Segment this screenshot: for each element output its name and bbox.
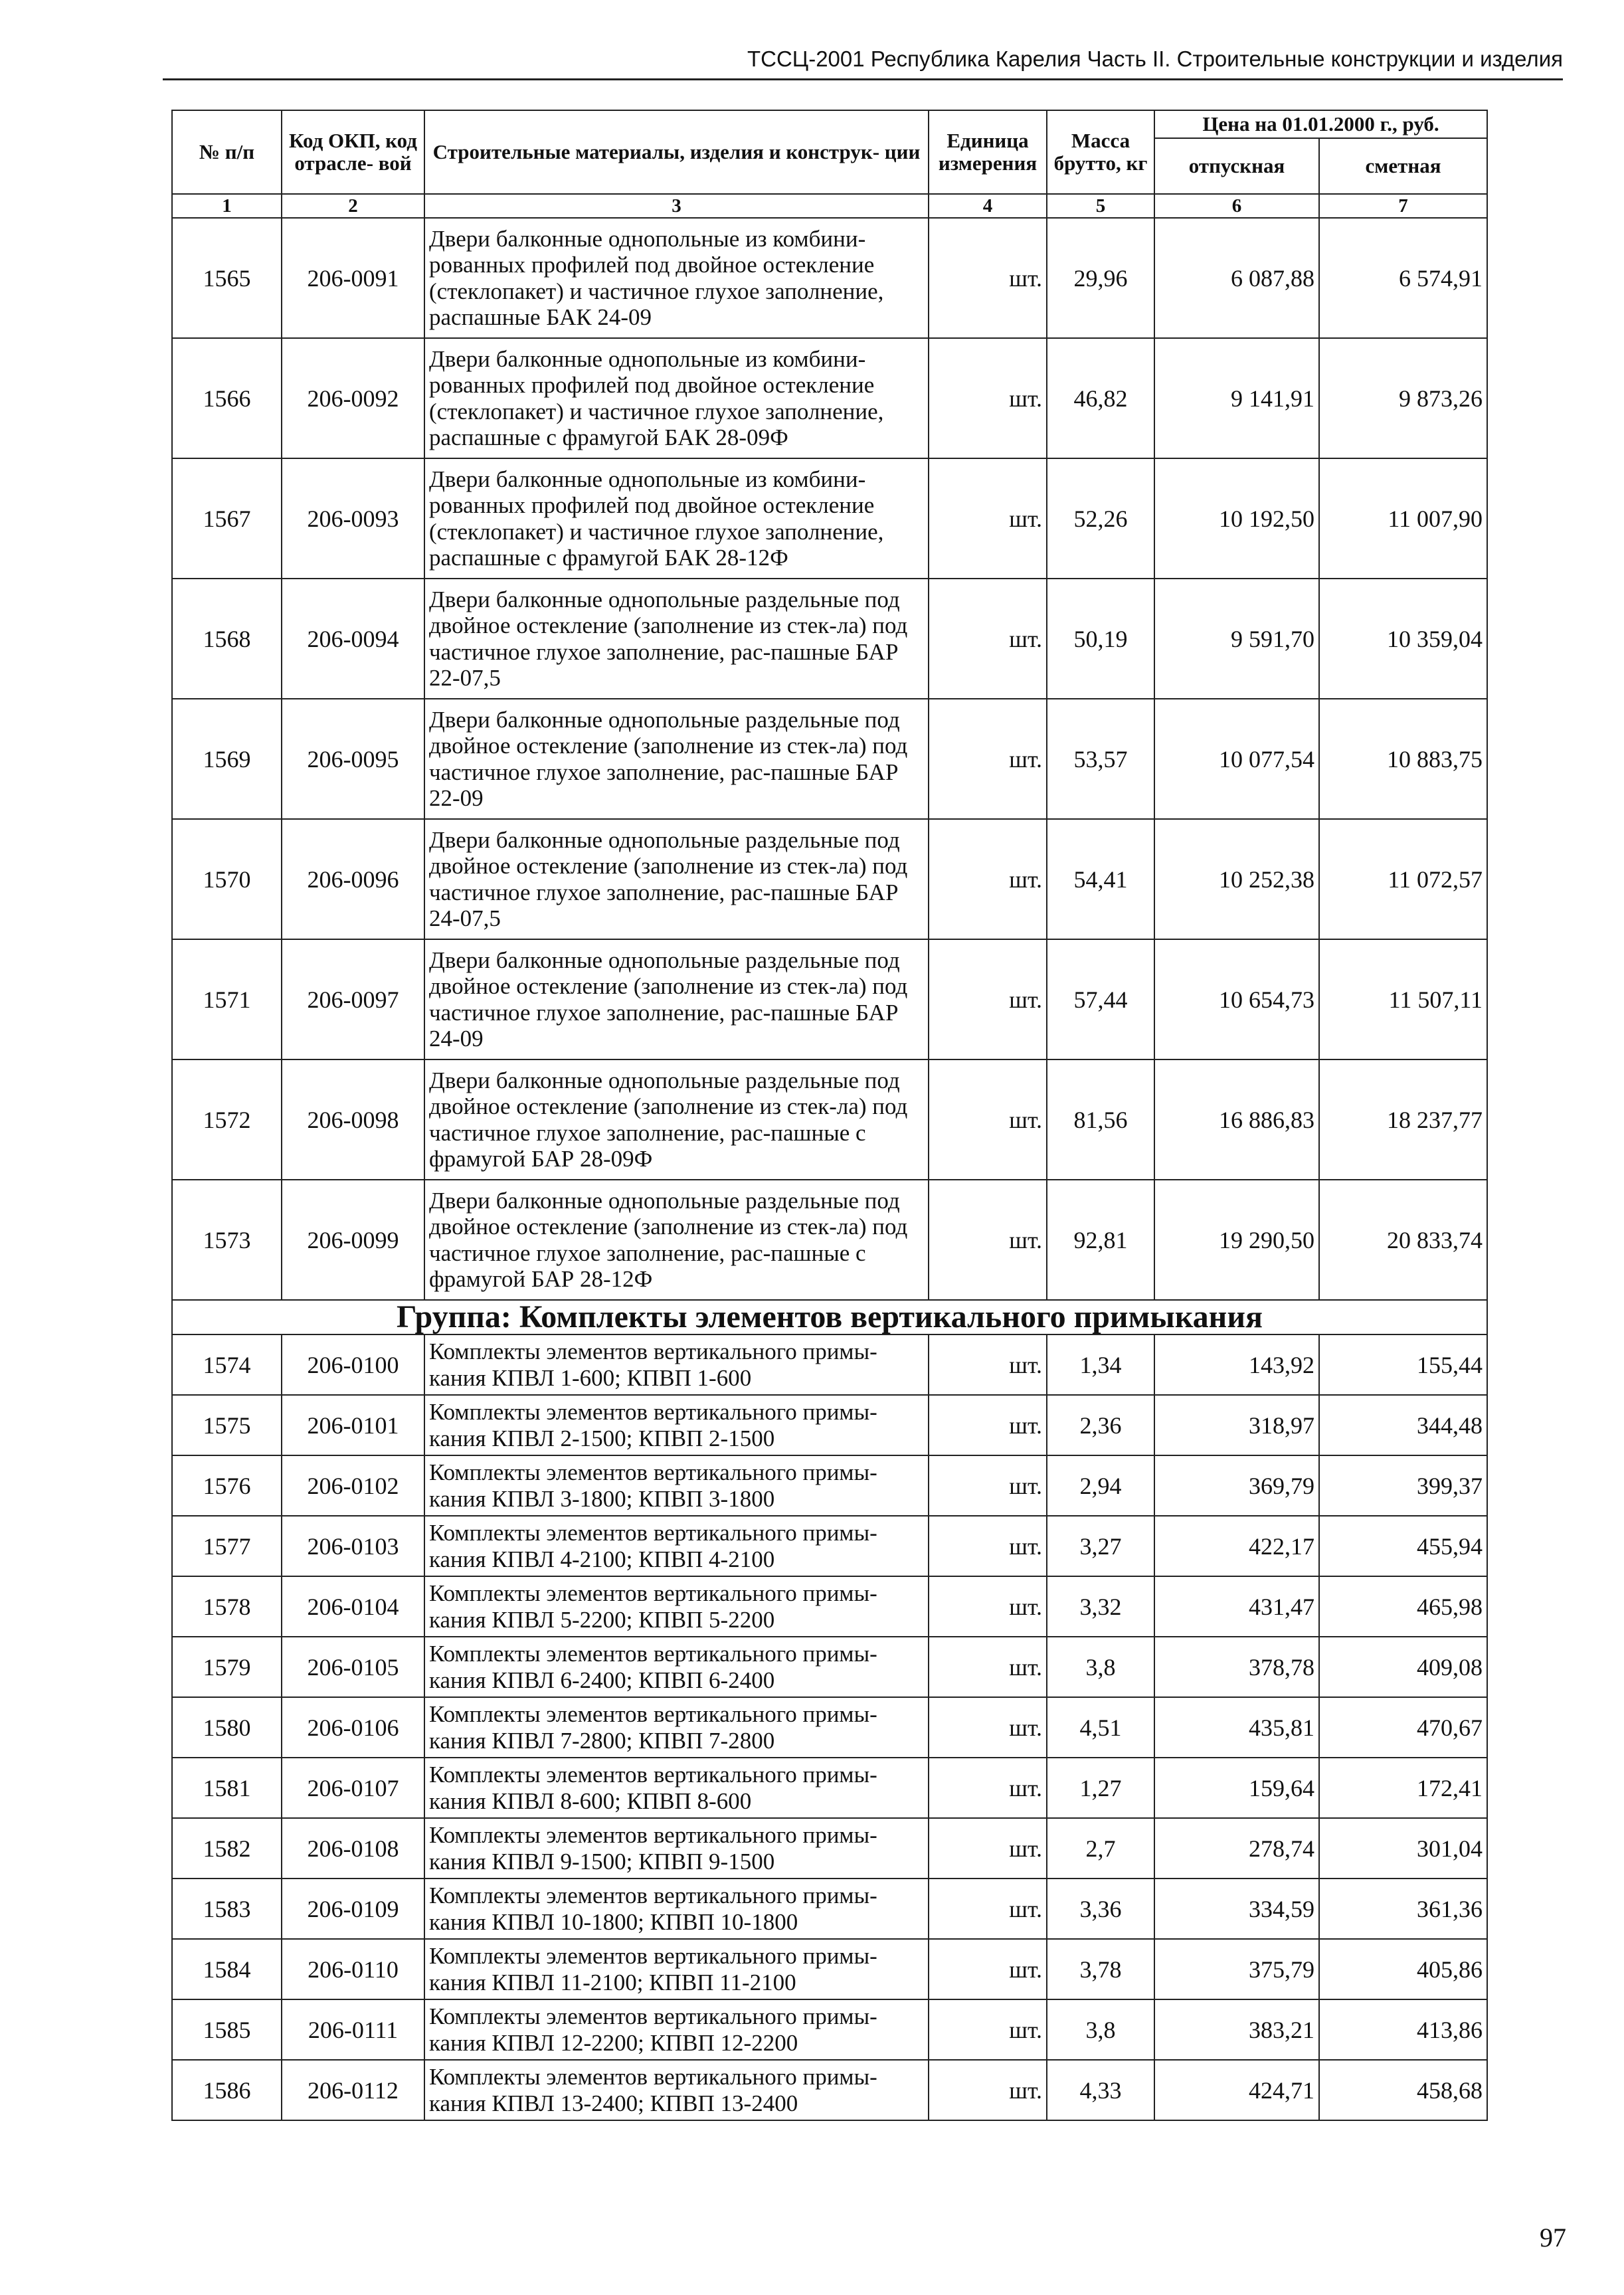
column-number: 7 [1319,194,1487,218]
running-header-title: ТССЦ-2001 Республика Карелия Часть II. Строительные конструкции и изделия [747,46,1563,71]
estimate-price: 18 237,77 [1319,1059,1487,1180]
row-number: 1581 [172,1758,282,1818]
okp-code: 206-0104 [282,1576,424,1637]
row-number: 1571 [172,939,282,1059]
mass-cell: 1,34 [1047,1334,1154,1395]
unit-cell: шт. [929,1758,1047,1818]
item-name: Комплекты элементов вертикального примы-кания КПВЛ 6-2400; КПВП 6-2400 [424,1637,929,1697]
row-number: 1583 [172,1879,282,1939]
row-number: 1572 [172,1059,282,1180]
okp-code: 206-0110 [282,1939,424,1999]
table-row [172,579,1487,699]
unit-cell: шт. [929,1879,1047,1939]
item-name: Двери балконные однопольные из комбини-рованных профилей под двойное остекление (стеклопакет) и частичное глухое заполнение, распашные БАК 24-09 [424,218,929,338]
item-name: Комплекты элементов вертикального примы-кания КПВЛ 11-2100; КПВП 11-2100 [424,1939,929,1999]
column-number: 5 [1047,194,1154,218]
mass-cell: 3,32 [1047,1576,1154,1637]
release-price: 10 252,38 [1154,819,1319,939]
item-name: Двери балконные однопольные раздельные под двойное остекление (заполнение из стек-ла) под частичное глухое заполнение, рас-пашные с фрамугой БАР 28-09Ф [424,1059,929,1180]
table-row [172,1939,1487,1999]
release-price: 10 654,73 [1154,939,1319,1059]
row-number: 1567 [172,458,282,579]
row-number: 1578 [172,1576,282,1637]
okp-code: 206-0100 [282,1334,424,1395]
running-header [163,46,1563,80]
okp-code: 206-0105 [282,1637,424,1697]
unit-cell: шт. [929,338,1047,458]
mass-cell: 2,94 [1047,1455,1154,1516]
row-number: 1575 [172,1395,282,1455]
estimate-price: 172,41 [1319,1758,1487,1818]
estimate-price: 405,86 [1319,1939,1487,1999]
row-number: 1580 [172,1697,282,1758]
row-number: 1585 [172,1999,282,2060]
estimate-price: 6 574,91 [1319,218,1487,338]
table-row [172,1059,1487,1180]
okp-code: 206-0109 [282,1879,424,1939]
unit-cell: шт. [929,1455,1047,1516]
release-price: 424,71 [1154,2060,1319,2120]
table-row [172,1818,1487,1879]
header-num: № п/п [172,110,282,194]
row-number: 1584 [172,1939,282,1999]
estimate-price: 465,98 [1319,1576,1487,1637]
row-number: 1586 [172,2060,282,2120]
mass-cell: 53,57 [1047,699,1154,819]
estimate-price: 10 359,04 [1319,579,1487,699]
item-name: Комплекты элементов вертикального примы-кания КПВЛ 9-1500; КПВП 9-1500 [424,1818,929,1879]
row-number: 1577 [172,1516,282,1576]
estimate-price: 409,08 [1319,1637,1487,1697]
row-number: 1569 [172,699,282,819]
mass-cell: 46,82 [1047,338,1154,458]
table-row [172,1999,1487,2060]
okp-code: 206-0096 [282,819,424,939]
table-row [172,1576,1487,1637]
okp-code: 206-0098 [282,1059,424,1180]
unit-cell: шт. [929,1059,1047,1180]
mass-cell: 3,78 [1047,1939,1154,1999]
row-number: 1573 [172,1180,282,1300]
okp-code: 206-0097 [282,939,424,1059]
item-name: Комплекты элементов вертикального примы-кания КПВЛ 4-2100; КПВП 4-2100 [424,1516,929,1576]
release-price: 422,17 [1154,1516,1319,1576]
estimate-price: 155,44 [1319,1334,1487,1395]
table-row [172,1395,1487,1455]
estimate-price: 455,94 [1319,1516,1487,1576]
item-name: Двери балконные однопольные раздельные под двойное остекление (заполнение из стек-ла) под частичное глухое заполнение, рас-пашные БАР 22-09 [424,699,929,819]
okp-code: 206-0112 [282,2060,424,2120]
row-number: 1566 [172,338,282,458]
page-number: 97 [1540,2223,1566,2252]
row-number: 1574 [172,1334,282,1395]
column-number: 3 [424,194,929,218]
release-price: 19 290,50 [1154,1180,1319,1300]
estimate-price: 20 833,74 [1319,1180,1487,1300]
table-row [172,819,1487,939]
mass-cell: 52,26 [1047,458,1154,579]
okp-code: 206-0093 [282,458,424,579]
unit-cell: шт. [929,1637,1047,1697]
release-price: 369,79 [1154,1455,1319,1516]
table-row [172,1637,1487,1697]
table-row [172,1334,1487,1395]
release-price: 383,21 [1154,1999,1319,2060]
table-row [172,1758,1487,1818]
table-row [172,1516,1487,1576]
release-price: 16 886,83 [1154,1059,1319,1180]
mass-cell: 4,33 [1047,2060,1154,2120]
unit-cell: шт. [929,819,1047,939]
item-name: Комплекты элементов вертикального примы-кания КПВЛ 12-2200; КПВП 12-2200 [424,1999,929,2060]
row-number: 1565 [172,218,282,338]
unit-cell: шт. [929,579,1047,699]
table-body [172,194,1487,2120]
header-name: Строительные материалы, изделия и конструк- ции [424,110,929,194]
mass-cell: 2,36 [1047,1395,1154,1455]
group-title: Группа: Комплекты элементов вертикального примыкания [172,1300,1487,1334]
header-mass: Масса брутто, кг [1047,110,1154,194]
mass-cell: 3,8 [1047,1637,1154,1697]
item-name: Комплекты элементов вертикального примы-кания КПВЛ 8-600; КПВП 8-600 [424,1758,929,1818]
mass-cell: 3,36 [1047,1879,1154,1939]
header-price-estimate: сметная [1319,138,1487,194]
item-name: Двери балконные однопольные из комбини-рованных профилей под двойное остекление (стеклопакет) и частичное глухое заполнение, распашные с фрамугой БАК 28-09Ф [424,338,929,458]
okp-code: 206-0106 [282,1697,424,1758]
mass-cell: 3,27 [1047,1516,1154,1576]
estimate-price: 413,86 [1319,1999,1487,2060]
item-name: Комплекты элементов вертикального примы-кания КПВЛ 13-2400; КПВП 13-2400 [424,2060,929,2120]
table-header [172,110,1487,194]
release-price: 375,79 [1154,1939,1319,1999]
okp-code: 206-0095 [282,699,424,819]
mass-cell: 4,51 [1047,1697,1154,1758]
release-price: 10 192,50 [1154,458,1319,579]
unit-cell: шт. [929,1334,1047,1395]
estimate-price: 399,37 [1319,1455,1487,1516]
header-price-group: Цена на 01.01.2000 г., руб. [1154,110,1487,138]
estimate-price: 470,67 [1319,1697,1487,1758]
estimate-price: 11 007,90 [1319,458,1487,579]
unit-cell: шт. [929,2060,1047,2120]
table-row [172,1879,1487,1939]
okp-code: 206-0103 [282,1516,424,1576]
column-number: 2 [282,194,424,218]
okp-code: 206-0108 [282,1818,424,1879]
column-number-row [172,194,1487,218]
item-name: Двери балконные однопольные раздельные под двойное остекление (заполнение из стек-ла) под частичное глухое заполнение, рас-пашные с фрамугой БАР 28-12Ф [424,1180,929,1300]
table-row [172,2060,1487,2120]
unit-cell: шт. [929,1180,1047,1300]
item-name: Двери балконные однопольные раздельные под двойное остекление (заполнение из стек-ла) под частичное глухое заполнение, рас-пашные БАР 22-07,5 [424,579,929,699]
unit-cell: шт. [929,939,1047,1059]
header-code: Код ОКП, код отрасле- вой [282,110,424,194]
table-row [172,458,1487,579]
release-price: 318,97 [1154,1395,1319,1455]
item-name: Комплекты элементов вертикального примы-кания КПВЛ 7-2800; КПВП 7-2800 [424,1697,929,1758]
table-row [172,338,1487,458]
unit-cell: шт. [929,1999,1047,2060]
okp-code: 206-0099 [282,1180,424,1300]
item-name: Комплекты элементов вертикального примы-кания КПВЛ 3-1800; КПВП 3-1800 [424,1455,929,1516]
item-name: Двери балконные однопольные раздельные под двойное остекление (заполнение из стек-ла) под частичное глухое заполнение, рас-пашные БАР 24-07,5 [424,819,929,939]
mass-cell: 57,44 [1047,939,1154,1059]
item-name: Комплекты элементов вертикального примы-кания КПВЛ 10-1800; КПВП 10-1800 [424,1879,929,1939]
column-number: 4 [929,194,1047,218]
release-price: 6 087,88 [1154,218,1319,338]
item-name: Комплекты элементов вертикального примы-кания КПВЛ 5-2200; КПВП 5-2200 [424,1576,929,1637]
release-price: 143,92 [1154,1334,1319,1395]
unit-cell: шт. [929,1939,1047,1999]
release-price: 435,81 [1154,1697,1319,1758]
estimate-price: 301,04 [1319,1818,1487,1879]
price-table [171,110,1488,2121]
unit-cell: шт. [929,218,1047,338]
unit-cell: шт. [929,1395,1047,1455]
okp-code: 206-0092 [282,338,424,458]
unit-cell: шт. [929,699,1047,819]
release-price: 334,59 [1154,1879,1319,1939]
row-number: 1579 [172,1637,282,1697]
okp-code: 206-0101 [282,1395,424,1455]
estimate-price: 344,48 [1319,1395,1487,1455]
mass-cell: 3,8 [1047,1999,1154,2060]
okp-code: 206-0107 [282,1758,424,1818]
header-unit: Единица измерения [929,110,1047,194]
unit-cell: шт. [929,1516,1047,1576]
row-number: 1568 [172,579,282,699]
release-price: 9 141,91 [1154,338,1319,458]
table-row [172,1455,1487,1516]
estimate-price: 11 507,11 [1319,939,1487,1059]
unit-cell: шт. [929,1697,1047,1758]
group-row [172,1300,1487,1334]
row-number: 1576 [172,1455,282,1516]
okp-code: 206-0111 [282,1999,424,2060]
table-row [172,699,1487,819]
row-number: 1570 [172,819,282,939]
release-price: 378,78 [1154,1637,1319,1697]
table-row [172,939,1487,1059]
table-row [172,218,1487,338]
item-name: Двери балконные однопольные раздельные под двойное остекление (заполнение из стек-ла) под частичное глухое заполнение, рас-пашные БАР 24-09 [424,939,929,1059]
release-price: 278,74 [1154,1818,1319,1879]
unit-cell: шт. [929,1818,1047,1879]
estimate-price: 9 873,26 [1319,338,1487,458]
estimate-price: 10 883,75 [1319,699,1487,819]
mass-cell: 2,7 [1047,1818,1154,1879]
release-price: 9 591,70 [1154,579,1319,699]
mass-cell: 92,81 [1047,1180,1154,1300]
header-price-release: отпускная [1154,138,1319,194]
okp-code: 206-0102 [282,1455,424,1516]
okp-code: 206-0091 [282,218,424,338]
row-number: 1582 [172,1818,282,1879]
item-name: Двери балконные однопольные из комбини-рованных профилей под двойное остекление (стеклопакет) и частичное глухое заполнение, распашные с фрамугой БАК 28-12Ф [424,458,929,579]
table-row [172,1180,1487,1300]
okp-code: 206-0094 [282,579,424,699]
mass-cell: 1,27 [1047,1758,1154,1818]
mass-cell: 50,19 [1047,579,1154,699]
estimate-price: 458,68 [1319,2060,1487,2120]
unit-cell: шт. [929,458,1047,579]
column-number: 1 [172,194,282,218]
estimate-price: 11 072,57 [1319,819,1487,939]
unit-cell: шт. [929,1576,1047,1637]
release-price: 431,47 [1154,1576,1319,1637]
mass-cell: 54,41 [1047,819,1154,939]
estimate-price: 361,36 [1319,1879,1487,1939]
mass-cell: 81,56 [1047,1059,1154,1180]
table-row [172,1697,1487,1758]
item-name: Комплекты элементов вертикального примы-кания КПВЛ 2-1500; КПВП 2-1500 [424,1395,929,1455]
release-price: 159,64 [1154,1758,1319,1818]
item-name: Комплекты элементов вертикального примы-кания КПВЛ 1-600; КПВП 1-600 [424,1334,929,1395]
release-price: 10 077,54 [1154,699,1319,819]
mass-cell: 29,96 [1047,218,1154,338]
column-number: 6 [1154,194,1319,218]
